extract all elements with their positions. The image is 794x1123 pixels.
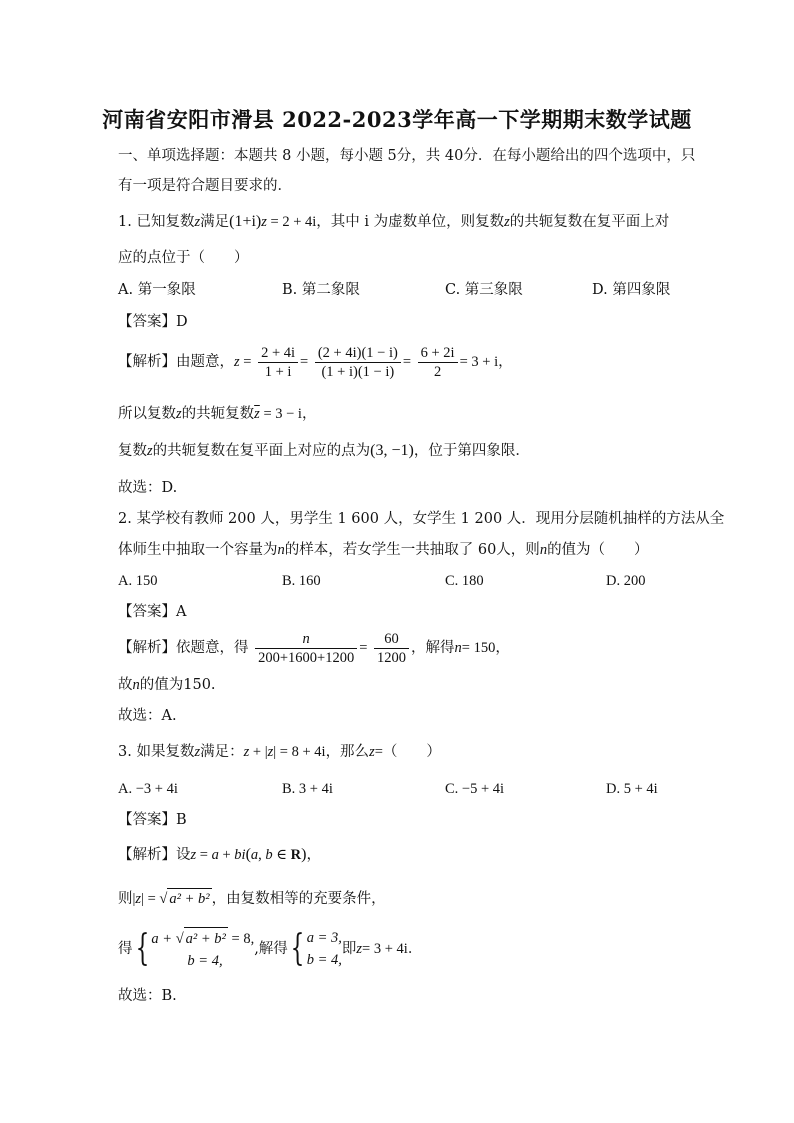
q3-option-a: A. −3 + 4i: [118, 781, 178, 797]
equation-system-2: a = 3, b = 4,: [306, 930, 342, 968]
q1-option-c: C. 第三象限: [445, 282, 523, 298]
q2-value-line: 故n的值为150.: [118, 677, 216, 693]
left-brace-icon: {: [290, 928, 305, 969]
q1-conjugate-line: 所以复数z的共轭复数$\overline{z} = 3 - i$，: [118, 406, 317, 422]
q3-answer: 【答案】B: [118, 812, 187, 828]
q1-analysis: 【解析】由题意，z = $\frac{2 + 4i}{1 + i}$ = $\frac{(2 + 4i)(1 - i)}{(1 + i)(1 - i)}$ = $\frac{6 + 2i}{2}$ = 3 + i，: [118, 344, 513, 380]
q1-option-a: A. 第一象限: [118, 282, 196, 298]
q1-stem-line2: 应的点位于（ ）: [118, 250, 249, 266]
q2-choose: 故选：A.: [118, 708, 177, 724]
section-header-line2: 有一项是符合题目要求的．: [118, 178, 292, 194]
q1-answer: 【答案】D: [118, 314, 188, 330]
q3-option-b: B. 3 + 4i: [282, 781, 333, 797]
q2-stem-line2: 体师生中抽取一个容量为n的样本，若女学生一共抽取了 60人，则n的值为（ ）: [118, 542, 649, 558]
q3-stem: 3. 如果复数z满足：z + |z| = 8 + 4i，那么z=（ ）: [118, 744, 441, 760]
q2-option-c: C. 180: [445, 573, 484, 589]
q3-set-line: 【解析】设z = a + bi(a, b ∈ R)，: [118, 846, 321, 863]
q3-modulus-line: 则|z| = √ a² + b² ，由复数相等的充要条件，: [118, 888, 386, 909]
q1-stem-line1: 1. 已知复数z满足(1+i)z = 2 + 4i，其中 i 为虚数单位，则复数z的共轭复数在复平面上对: [118, 213, 670, 230]
equation-system-1: a + √ a² + b² = 8, b = 4,: [151, 927, 254, 972]
q2-stem-line1: 2. 某学校有教师 200 人，男学生 1 600 人，女学生 1 200 人．现用分层随机抽样的方法从全: [118, 511, 725, 527]
left-brace-icon: {: [135, 928, 149, 969]
q1-option-d: D. 第四象限: [592, 282, 671, 298]
page-title: 河南省安阳市滑县 2022-2023学年高一下学期期末数学试题: [102, 107, 692, 132]
q3-option-d: D. 5 + 4i: [606, 781, 658, 797]
q2-option-b: B. 160: [282, 573, 321, 589]
q3-option-c: C. −5 + 4i: [445, 781, 505, 797]
q2-analysis: 【解析】依题意，得 $\frac{n}{200+1600+1200}$ = $\frac{60}{1200}$ ，解得n= 150，: [118, 630, 510, 666]
q1-option-b: B. 第二象限: [282, 282, 360, 298]
q1-point-line: 复数z的共轭复数在复平面上对应的点为(3, −1)，位于第四象限．: [118, 442, 530, 459]
q3-system-line: 得{ a + √ a² + b² = 8, b = 4, ,解得{ a = 3, b = 4, 即z= 3 + 4i．: [118, 924, 422, 974]
section-header-line1: 一、单项选择题：本题共 8 小题，每小题 5分，共 40分．在每小题给出的四个选项中，只: [118, 148, 696, 164]
q1-choose: 故选：D.: [118, 480, 178, 496]
q2-answer: 【答案】A: [118, 604, 187, 620]
q2-option-a: A. 150: [118, 573, 158, 589]
q3-choose: 故选：B.: [118, 988, 177, 1004]
q2-option-d: D. 200: [606, 573, 646, 589]
